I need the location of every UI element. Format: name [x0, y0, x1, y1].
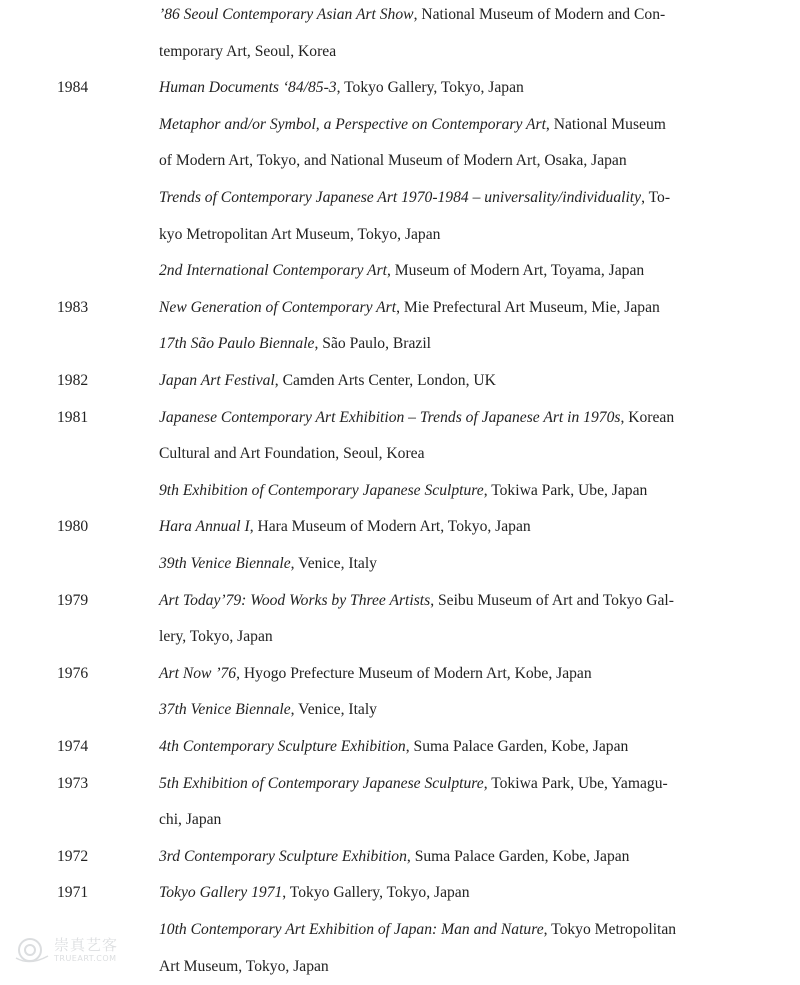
exhibition-entry — [159, 949, 329, 985]
list-row — [0, 0, 800, 34]
list-row — [0, 619, 800, 656]
exhibition-venue: , São Paulo, Brazil — [314, 335, 431, 353]
list-row — [0, 766, 800, 803]
exhibition-title: Trends of Contemporary Japanese Art 1970-1984 – universality/individuality — [159, 189, 642, 206]
exhibition-entry — [159, 34, 336, 71]
exhibition-entry — [159, 253, 644, 290]
exhibition-entry — [159, 143, 627, 180]
exhibition-venue: , Tokyo Gallery, Tokyo, Japan — [336, 79, 524, 97]
exhibition-venue: , Mie Prefectural Art Museum, Mie, Japan — [396, 298, 660, 316]
exhibition-title: Human Documents ‘84/85-3 — [159, 79, 337, 97]
year-label: 1972 — [57, 847, 89, 865]
list-row — [0, 436, 800, 473]
exhibition-venue: , Tokiwa Park, Ube, Yamagu- — [483, 774, 668, 792]
exhibition-title: 17th São Paulo Biennale — [159, 335, 315, 353]
list-row — [0, 729, 800, 766]
exhibition-entry — [159, 875, 470, 912]
exhibition-title: Art Today’79: Wood Works by Three Artists — [159, 591, 431, 609]
exhibition-entry — [159, 619, 273, 656]
exhibition-entry — [159, 546, 377, 583]
exhibition-venue: , Hyogo Prefecture Museum of Modern Art, Kobe, Japan — [236, 664, 592, 682]
list-row — [0, 363, 800, 400]
exhibition-entry — [159, 766, 668, 803]
exhibition-title: Japan Art Festival — [159, 372, 275, 389]
exhibition-venue: , National Museum of Modern and Con- — [413, 6, 666, 23]
exhibition-title: 3rd Contemporary Sculpture Exhibition — [159, 847, 407, 865]
exhibition-entry — [159, 363, 496, 400]
exhibition-venue: of Modern Art, Tokyo, and National Museum of Modern Art, Osaka, Japan — [159, 152, 627, 170]
exhibition-entry — [159, 180, 670, 217]
exhibition-title: 37th Venice Biennale — [159, 701, 291, 719]
exhibition-venue: , National Museum — [545, 115, 666, 133]
year-label: 1974 — [57, 738, 89, 755]
exhibition-venue: kyo Metropolitan Art Museum, Tokyo, Japan — [159, 225, 441, 243]
list-row — [0, 473, 800, 510]
list-row — [0, 326, 800, 363]
watermark-title: 崇真艺客 — [54, 936, 119, 954]
list-row — [0, 400, 800, 437]
exhibition-title: 10th Contemporary Art Exhibition of Japan: Man and Nature — [159, 921, 544, 938]
exhibition-venue: , To- — [641, 189, 671, 206]
list-row — [0, 839, 800, 876]
year-label: 1984 — [57, 79, 89, 97]
exhibition-title: 39th Venice Biennale — [159, 555, 291, 572]
year-label: 1983 — [57, 298, 89, 316]
exhibition-entry — [159, 400, 674, 437]
exhibition-entry — [159, 729, 628, 766]
exhibition-entry — [159, 70, 524, 107]
exhibition-venue: , Suma Palace Garden, Kobe, Japan — [405, 738, 629, 755]
exhibition-entry — [159, 217, 440, 254]
exhibition-entry — [159, 912, 676, 949]
list-row — [0, 509, 800, 546]
exhibition-venue: , Tokyo Gallery, Tokyo, Japan — [282, 884, 470, 902]
exhibition-entry — [159, 802, 221, 839]
exhibition-venue: chi, Japan — [159, 811, 222, 829]
camera-lens-icon — [14, 936, 50, 964]
exhibition-entry — [159, 326, 431, 363]
exhibition-title: Hara Annual I — [159, 518, 250, 536]
exhibition-entry — [159, 0, 665, 34]
exhibition-title: Art Now ’76 — [159, 664, 237, 682]
list-row — [0, 180, 800, 217]
exhibition-title: Metaphor and/or Symbol, a Perspective on Contemporary Art — [159, 115, 546, 133]
exhibition-venue: , Tokiwa Park, Ube, Japan — [483, 481, 648, 499]
exhibition-venue: , Seibu Museum of Art and Tokyo Gal- — [430, 591, 674, 609]
exhibition-entry — [159, 692, 377, 729]
year-label: 1980 — [57, 518, 89, 536]
list-row — [0, 802, 800, 839]
exhibition-entry — [159, 473, 647, 510]
exhibition-entry — [159, 290, 660, 327]
exhibition-entry — [159, 107, 666, 144]
exhibition-venue: , Korean — [620, 408, 675, 426]
exhibition-title: Tokyo Gallery 1971 — [159, 884, 283, 902]
exhibition-entry — [159, 509, 531, 546]
list-row — [0, 253, 800, 290]
list-row — [0, 107, 800, 144]
list-row — [0, 692, 800, 729]
exhibition-title: 9th Exhibition of Contemporary Japanese Sculpture — [159, 481, 484, 499]
year-label: 1976 — [57, 664, 89, 682]
exhibition-entry — [159, 656, 592, 693]
watermark — [14, 930, 134, 970]
list-row — [0, 583, 800, 620]
list-row — [0, 656, 800, 693]
list-row — [0, 70, 800, 107]
exhibition-title: 5th Exhibition of Contemporary Japanese Sculpture — [159, 774, 484, 792]
list-row — [0, 143, 800, 180]
exhibition-venue: , Hara Museum of Modern Art, Tokyo, Japan — [249, 518, 531, 536]
exhibition-title: New Generation of Contemporary Art — [159, 298, 397, 316]
list-row — [0, 875, 800, 912]
year-label: 1973 — [57, 774, 89, 792]
list-row — [0, 546, 800, 583]
list-row — [0, 290, 800, 327]
exhibition-venue: , Camden Arts Center, London, UK — [274, 372, 496, 389]
year-label: 1981 — [57, 408, 89, 426]
year-label: 1971 — [57, 884, 89, 902]
exhibition-venue: , Tokyo Metropolitan — [543, 921, 677, 938]
exhibition-venue: Cultural and Art Foundation, Seoul, Korea — [159, 445, 425, 463]
exhibition-venue: Art Museum, Tokyo, Japan — [159, 957, 329, 975]
exhibition-title: Japanese Contemporary Art Exhibition – Trends of Japanese Art in 1970s — [159, 408, 621, 426]
exhibition-entry — [159, 436, 425, 473]
exhibition-entry — [159, 583, 674, 620]
year-label: 1979 — [57, 591, 89, 609]
exhibition-venue: , Venice, Italy — [290, 701, 377, 719]
exhibition-venue: , Suma Palace Garden, Kobe, Japan — [406, 847, 630, 865]
year-label: 1982 — [57, 372, 89, 389]
list-row — [0, 217, 800, 254]
exhibition-title: ’86 Seoul Contemporary Asian Art Show — [159, 6, 414, 23]
exhibition-venue: , Museum of Modern Art, Toyama, Japan — [386, 262, 645, 280]
exhibition-venue: , Venice, Italy — [290, 555, 377, 572]
exhibition-venue: lery, Tokyo, Japan — [159, 628, 273, 646]
watermark-subtitle: TRUEART.COM — [54, 954, 117, 963]
exhibition-title: 4th Contemporary Sculpture Exhibition — [159, 738, 406, 755]
exhibition-venue: temporary Art, Seoul, Korea — [159, 42, 337, 60]
exhibition-entry — [159, 839, 629, 876]
exhibition-title: 2nd International Contemporary Art — [159, 262, 387, 280]
list-row — [0, 34, 800, 71]
